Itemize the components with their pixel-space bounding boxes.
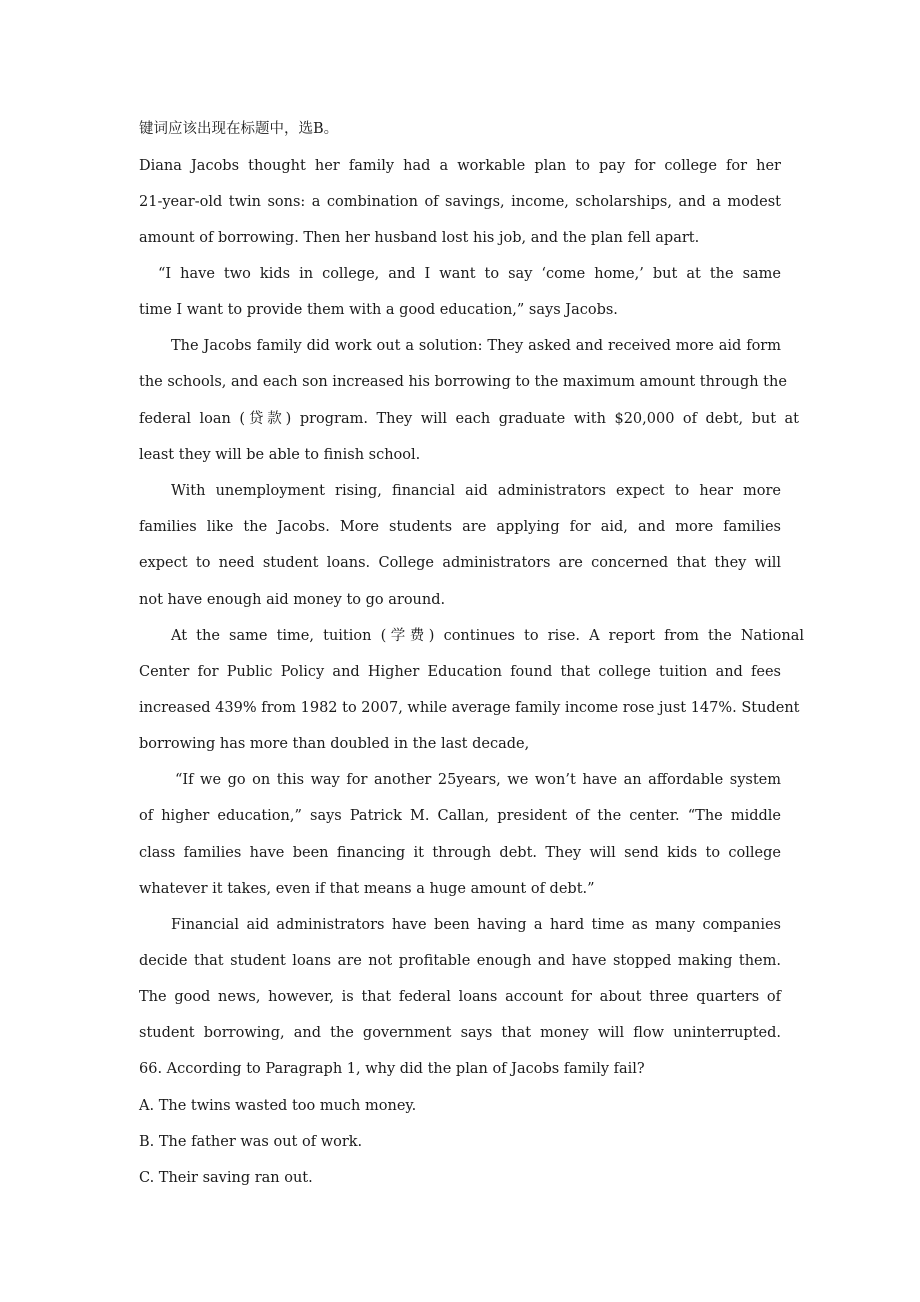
paragraph-6-line: class families have been financing it through debt. They will send kids to college xyxy=(139,845,781,861)
question-option-a: A. The twins wasted too much money. xyxy=(139,1098,417,1114)
paragraph-5-line: increased 439% from 1982 to 2007, while average family income rose just 147%. Student xyxy=(139,700,800,716)
paragraph-2-line: “I have two kids in college, and I want to say ‘come home,’ but at the same xyxy=(158,266,781,282)
paragraph-1-line: amount of borrowing. Then her husband lost his job, and the plan fell apart. xyxy=(139,230,700,246)
paragraph-5-line: At the same time, tuition (学费) continues to rise. A report from the National xyxy=(171,628,804,644)
paragraph-3-line: the schools, and each son increased his borrowing to the maximum amount through the xyxy=(139,374,787,390)
paragraph-6-line: whatever it takes, even if that means a huge amount of debt.” xyxy=(139,881,595,897)
paragraph-1-line: 21-year-old twin sons: a combination of savings, income, scholarships, and a modest xyxy=(139,194,781,210)
paragraph-5-line: borrowing has more than doubled in the last decade, xyxy=(139,736,530,752)
paragraph-3-line: least they will be able to finish school. xyxy=(139,447,421,463)
paragraph-4-line: expect to need student loans. College administrators are concerned that they will xyxy=(139,555,781,571)
paragraph-7-line: student borrowing, and the government says that money will flow uninterrupted. xyxy=(139,1025,781,1041)
question-option-b: B. The father was out of work. xyxy=(139,1134,363,1150)
paragraph-6-line: “If we go on this way for another 25years, we won’t have an affordable system xyxy=(175,772,781,788)
paragraph-7-line: The good news, however, is that federal loans account for about three quarters of xyxy=(139,989,781,1005)
paragraph-4-line: With unemployment rising, financial aid administrators expect to hear more xyxy=(171,483,781,499)
paragraph-2-line: time I want to provide them with a good education,” says Jacobs. xyxy=(139,302,618,318)
intro-line: 键词应该出现在标题中，选B。 xyxy=(139,121,339,137)
paragraph-3-line: The Jacobs family did work out a solution: They asked and received more aid form xyxy=(171,338,781,354)
question-stem: 66. According to Paragraph 1, why did the plan of Jacobs family fail? xyxy=(139,1061,645,1077)
question-option-c: C. Their saving ran out. xyxy=(139,1170,313,1186)
paragraph-3-line: federal loan (贷款) program. They will each graduate with $20,000 of debt, but at xyxy=(139,411,799,427)
paragraph-1-line: Diana Jacobs thought her family had a workable plan to pay for college for her xyxy=(139,158,781,174)
paragraph-5-line: Center for Public Policy and Higher Education found that college tuition and fees xyxy=(139,664,781,680)
paragraph-4-line: families like the Jacobs. More students are applying for aid, and more families xyxy=(139,519,781,535)
paragraph-6-line: of higher education,” says Patrick M. Callan, president of the center. “The middle xyxy=(139,808,781,824)
paragraph-7-line: decide that student loans are not profitable enough and have stopped making them. xyxy=(139,953,781,969)
paragraph-7-line: Financial aid administrators have been having a hard time as many companies xyxy=(171,917,781,933)
paragraph-4-line: not have enough aid money to go around. xyxy=(139,592,446,608)
